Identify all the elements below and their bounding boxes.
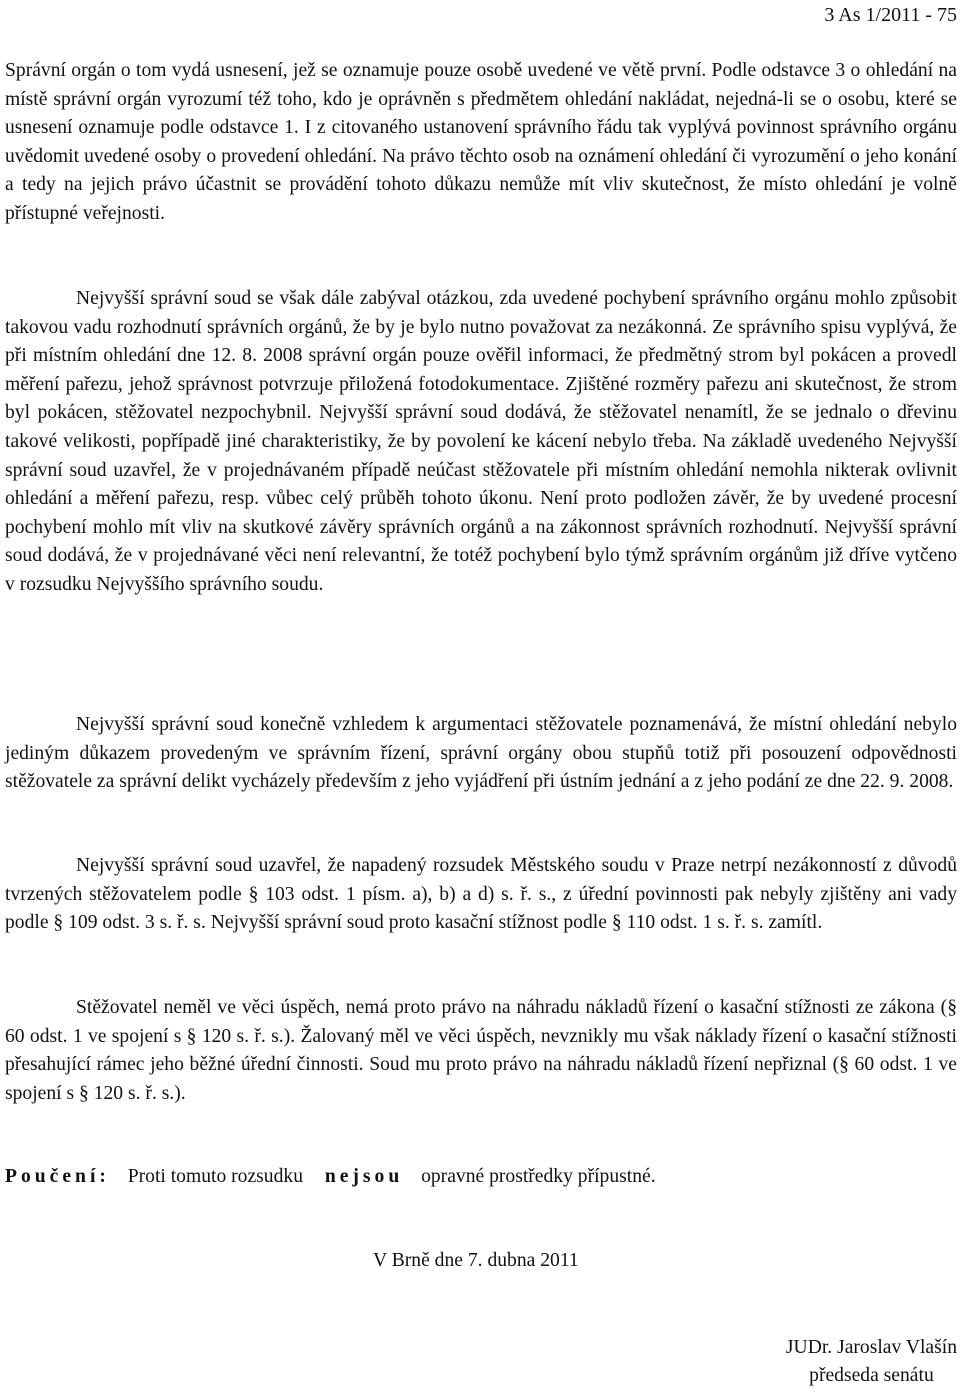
instruction-text-after: opravné prostředky přípustné.: [421, 1166, 656, 1187]
document-page: [5, 0, 957, 1392]
signatory-title: předseda senátu: [809, 1365, 934, 1386]
paragraph-3: Nejvyšší správní soud konečně vzhledem k argumentaci stěžovatele poznamenává, že místní ohledání nebylo jediným důkazem provedeným ve správním řízení, správní orgány obou stupňů totiž při posouzení odpovědnosti stěžovatele za správní delikt vycházely především z jeho vyjádření při ústním jednání a z jeho podání ze dne 22. 9. 2008.: [5, 714, 957, 793]
legal-instruction: [5, 1163, 656, 1191]
case-reference: 3 As 1/2011 - 75: [824, 4, 957, 26]
paragraph-4: Nejvyšší správní soud uzavřel, že napadený rozsudek Městského soudu v Praze netrpí nezákonností z důvodů tvrzených stěžovatelem podle § 103 odst. 1 písm. a), b) a d) s. ř. s., z úřední povinnosti pak nebyly zjištěny ani vady podle § 109 odst. 3 s. ř. s. Nejvyšší správní soud proto kasační stížnost podle § 110 odst. 1 s. ř. s. zamítl.: [5, 855, 957, 934]
place-and-date: V Brně dne 7. dubna 2011: [373, 1250, 579, 1271]
paragraph-5: Stěžovatel neměl ve věci úspěch, nemá proto právo na náhradu nákladů řízení o kasační stížnosti ze zákona (§ 60 odst. 1 ve spojení s § 120 s. ř. s.). Žalovaný měl ve věci úspěch, nevznikly mu však náklady řízení o kasační stížnosti přesahující rámec jeho běžné úřední činnosti. Soud mu proto právo na náhradu nákladů řízení nepřiznal (§ 60 odst. 1 ve spojení s § 120 s. ř. s.).: [5, 997, 957, 1104]
signature-block: [786, 1334, 957, 1390]
paragraph-2: Nejvyšší správní soud se však dále zabýval otázkou, zda uvedené pochybení správního orgánu mohlo způsobit takovou vadu rozhodnutí správních orgánů, že by je bylo nutno považovat za nezákonná. Ze správního spisu vyplývá, že při místním ohledání dne 12. 8. 2008 správní orgán pouze ověřil informaci, že předmětný strom byl pokácen a provedl měření pařezu, jehož správnost potvrzuje přiložená fotodokumentace. Zjištěné rozměry pařezu ani skutečnost, že strom byl pokácen, stěžovatel nezpochybnil. Nejvyšší správní soud dodává, že stěžovatel nenamítl, že se jednalo o dřevinu takové velikosti, popřípadě jiné charakteristiky, že by povolení ke kácení nebylo třeba. Na základě uvedeného Nejvyšší správní soud uzavřel, že v projednávaném případě neúčast stěžovatele při místním ohledání nemohla nikterak ovlivnit ohledání a měření pařezu, resp. vůbec celý průběh tohoto úkonu. Není proto podložen závěr, že by uvedené procesní pochybení mohlo mít vliv na skutkové závěry správních orgánů a na zákonnost správních rozhodnutí. Nejvyšší správní soud dodává, že v projednávané věci není relevantní, že totéž pochybení bylo týmž správním orgánům již dříve vytčeno v rozsudku Nejvyššího správního soudu.: [5, 288, 957, 595]
instruction-emphasis: nejsou: [324, 1166, 404, 1187]
instruction-text-before: Proti tomuto rozsudku: [127, 1166, 303, 1187]
instruction-label: Poučení:: [5, 1166, 110, 1187]
paragraph-1: Správní orgán o tom vydá usnesení, jež se oznamuje pouze osobě uvedené ve větě první. Podle odstavce 3 o ohledání na místě správní orgán vyrozumí též toho, kdo je oprávněn s předmětem ohledání nakládat, nejedná-li se o osobu, které se usnesení oznamuje podle odstavce 1. I z citovaného ustanovení správního řádu tak vyplývá povinnost správního orgánu uvědomit uvedené osoby o provedení ohledání. Na právo těchto osob na oznámení ohledání či vyrozumění o jeho konání a tedy na jejich právo účastnit se provádění tohoto důkazu nemůže mít vliv skutečnost, že místo ohledání je volně přístupné veřejnosti.: [5, 60, 957, 224]
signatory-name: JUDr. Jaroslav Vlašín: [785, 1337, 957, 1358]
